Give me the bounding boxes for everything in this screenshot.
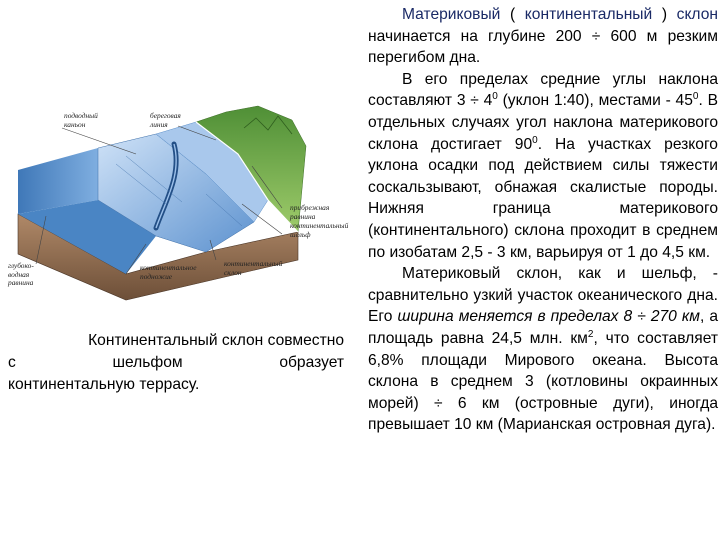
main-text bbox=[368, 4, 718, 436]
angles-text-d: . На участках резкого уклона осадки под действием силы тяжести соскальзывают, обнажая скалистые породы. Нижняя граница материкового (континентального) склона проходит в среднем по изобатам 2,5 - 3 км, варьируя от 1 до 4,5 км. bbox=[368, 135, 718, 261]
caption-word-3: образует bbox=[279, 353, 344, 371]
paren-close: ) bbox=[652, 6, 668, 23]
term-continental-slope: Материковый bbox=[402, 6, 501, 23]
paragraph-definition bbox=[368, 4, 718, 69]
width-text-b: , а площадь равна 24,5 млн. км bbox=[368, 308, 718, 347]
angles-text-a: В его пределах средние углы наклона составляют 3 ÷ 4 bbox=[368, 70, 718, 110]
label-abyssal-plain: глубоко-водная равнина bbox=[8, 261, 34, 288]
paren-open: ( bbox=[500, 6, 525, 23]
paragraph-angles bbox=[368, 69, 718, 263]
angles-text-c: . В отдельных случаях угол наклона материкового склона достигает 90 bbox=[368, 92, 718, 153]
definition-text: начинается на глубине 200 ÷ 600 м резким перегибом дна. bbox=[368, 27, 718, 67]
width-text-c: , что составляет 6,8% площади Мирового океана. Высота склона в среднем 3 (котловины окраинных морей) ÷ 6 км (островные дуги), иногда превышает 10 км (Марианская островная дуга). bbox=[368, 329, 718, 434]
diagram-caption bbox=[8, 330, 344, 395]
label-slope: континентальный склон bbox=[224, 259, 283, 277]
caption-line-1: Континентальный склон совместно bbox=[88, 332, 344, 349]
caption-line-3: континентальную террасу. bbox=[8, 375, 200, 393]
term-continental: континентальный bbox=[524, 6, 653, 23]
label-coastal-plain: прибрежная равнина bbox=[290, 203, 330, 221]
caption-word-2: шельфом bbox=[112, 353, 183, 371]
degree-sup-2: 0 bbox=[692, 91, 699, 103]
width-italic: ширина меняется в пределах 8 ÷ 270 км bbox=[397, 308, 700, 326]
caption-word-1: с bbox=[8, 353, 16, 371]
label-shelf: континентальный шельф bbox=[290, 221, 349, 239]
caption-line-2 bbox=[8, 352, 344, 374]
term-slope: склон bbox=[676, 6, 718, 23]
degree-sup-3: 0 bbox=[532, 134, 538, 146]
label-rise: континентальное подножие bbox=[140, 263, 197, 281]
km2-sup: 2 bbox=[587, 328, 594, 340]
label-canyon: подводный каньон bbox=[64, 111, 98, 129]
continental-margin-diagram bbox=[6, 104, 356, 304]
paragraph-width bbox=[368, 263, 718, 436]
degree-sup-1: 0 bbox=[492, 91, 498, 103]
angles-text-b: (уклон 1:40), местами - 45 bbox=[497, 92, 693, 110]
width-text-a: Материковый склон, как и шельф, - сравнительно узкий участок океанического дна. Его bbox=[368, 265, 718, 326]
label-coastline: береговая линия bbox=[150, 111, 181, 129]
